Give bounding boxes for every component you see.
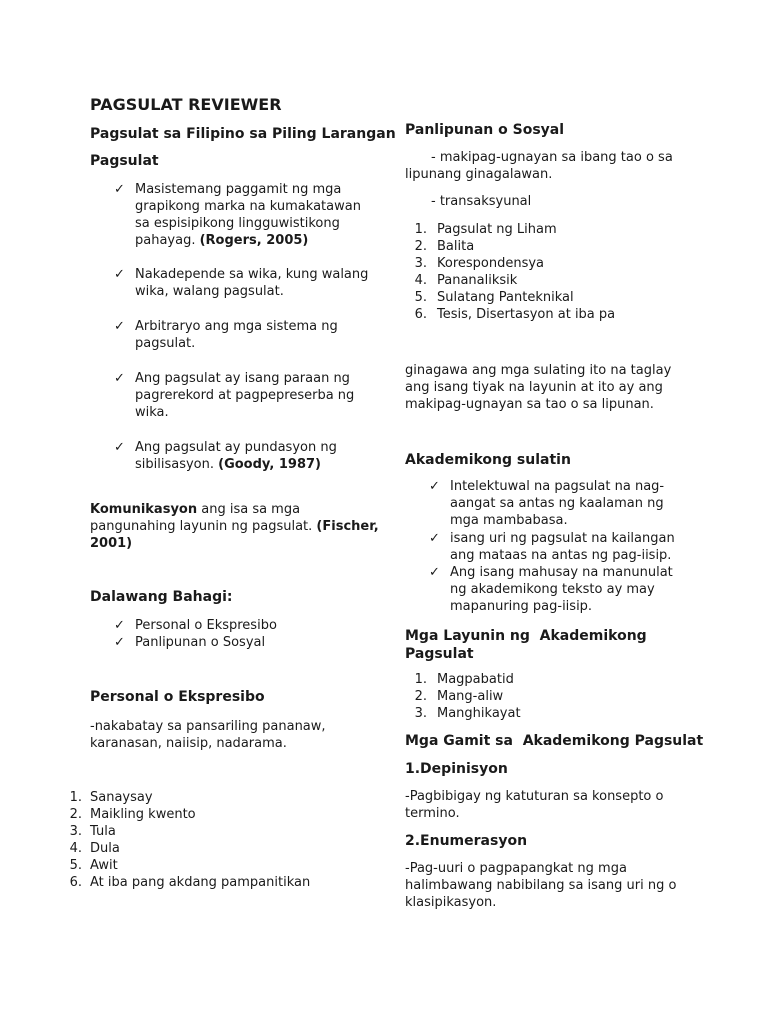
pagsulat-item-5: ✓ Ang pagsulat ay pundasyon ng sibilisasyon. (Goody, 1987) bbox=[114, 440, 337, 472]
depinisyon-heading: 1.Depinisyon bbox=[405, 761, 508, 777]
list-item: 6. At iba pang akdang pampanitikan bbox=[69, 875, 311, 890]
ginagawa-paragraph: ginagawa ang mga sulating ito na taglay ang isang tiyak na layunin at ito ay ang makipag-ugnayan sa tao o sa lipunan. bbox=[405, 363, 672, 412]
layunin-heading: Mga Layunin ng Akademikong Pagsulat bbox=[405, 628, 647, 662]
akademiko-item-3: ✓ Ang isang mahusay na manunulat ng akademikong teksto ay may mapanuring pag-iisip. bbox=[429, 565, 673, 614]
pagsulat-item-4: ✓ Ang pagsulat ay isang paraan ng pagrerekord at pagpepreserba ng wika. bbox=[114, 371, 355, 420]
pagsulat-heading: Pagsulat bbox=[90, 153, 159, 169]
citation: (Goody, 1987) bbox=[218, 457, 321, 472]
citation: (Rogers, 2005) bbox=[199, 233, 309, 248]
list-item: 1. Sanaysay bbox=[69, 790, 153, 805]
list-item: 6. Tesis, Disertasyon at iba pa bbox=[414, 307, 616, 322]
enumerasyon-heading: 2.Enumerasyon bbox=[405, 833, 528, 849]
check-icon: ✓ bbox=[114, 635, 125, 650]
check-icon: ✓ bbox=[114, 618, 125, 633]
list-item: 5. Sulatang Panteknikal bbox=[414, 290, 574, 305]
check-icon: ✓ bbox=[429, 531, 440, 546]
list-item: 1. Pagsulat ng Liham bbox=[414, 222, 557, 237]
pagsulat-item-1: ✓ Masistemang paggamit ng mga grapikong marka na kumakatawan sa espisipikong lingguwistikong pahayag. (Rogers, 2005) bbox=[114, 182, 361, 248]
personal-examples-list bbox=[66, 789, 346, 891]
list-item: 3. Manghikayat bbox=[414, 706, 521, 721]
check-icon: ✓ bbox=[429, 479, 440, 494]
document-subtitle: Pagsulat sa Filipino sa Piling Larangan bbox=[90, 126, 396, 142]
pagsulat-item-3: ✓ Arbitraryo ang mga sistema ng pagsulat. bbox=[114, 319, 338, 351]
check-icon: ✓ bbox=[429, 565, 440, 580]
komunikasyon-paragraph: Komunikasyon ang isa sa mga pangunahing layunin ng pagsulat. (Fischer, 2001) bbox=[90, 502, 379, 551]
list-item: 4. Dula bbox=[69, 841, 120, 856]
bahagi-item-1: ✓ Personal o Ekspresibo bbox=[114, 618, 277, 633]
list-item: 2. Mang-aliw bbox=[414, 689, 504, 704]
akademiko-heading: Akademikong sulatin bbox=[405, 452, 571, 468]
panlipunan-list bbox=[411, 221, 711, 323]
check-icon: ✓ bbox=[114, 267, 125, 282]
panlipunan-description: - makipag-ugnayan sa ibang tao o sa lipunang ginagalawan. bbox=[405, 150, 673, 182]
enumerasyon-description: -Pag-uuri o pagpapangkat ng mga halimbawang nabibilang sa isang uri ng o klasipikasyon. bbox=[405, 861, 677, 910]
check-icon: ✓ bbox=[114, 440, 125, 455]
list-item: 5. Awit bbox=[69, 858, 118, 873]
pagsulat-item-2: ✓ Nakadepende sa wika, kung walang wika, walang pagsulat. bbox=[114, 267, 369, 299]
akademiko-item-2: ✓ isang uri ng pagsulat na kailangan ang mataas na antas ng pag-iisip. bbox=[429, 531, 675, 563]
document-title: PAGSULAT REVIEWER bbox=[90, 95, 282, 114]
list-item: 2. Balita bbox=[414, 239, 475, 254]
dalawang-bahagi-heading: Dalawang Bahagi: bbox=[90, 589, 233, 605]
personal-description: -nakabatay sa pansariling pananaw, karanasan, naiisip, nadarama. bbox=[90, 719, 326, 751]
list-item: 4. Pananaliksik bbox=[414, 273, 518, 288]
bahagi-item-2: ✓ Panlipunan o Sosyal bbox=[114, 635, 266, 650]
check-icon: ✓ bbox=[114, 182, 125, 197]
gamit-heading: Mga Gamit sa Akademikong Pagsulat bbox=[405, 733, 704, 749]
transaksyunal-label: - transaksyunal bbox=[431, 194, 532, 209]
check-icon: ✓ bbox=[114, 319, 125, 334]
panlipunan-heading: Panlipunan o Sosyal bbox=[405, 122, 565, 138]
list-item: 3. Korespondensya bbox=[414, 256, 545, 271]
list-item: 3. Tula bbox=[69, 824, 116, 839]
list-item: 1. Magpabatid bbox=[414, 672, 514, 687]
list-item: 2. Maikling kwento bbox=[69, 807, 196, 822]
akademiko-item-1: ✓ Intelektuwal na pagsulat na nag- aangat sa antas ng kaalaman ng mga mambabasa. bbox=[429, 479, 665, 528]
depinisyon-description: -Pagbibigay ng katuturan sa konsepto o termino. bbox=[405, 789, 664, 821]
layunin-list bbox=[411, 671, 711, 722]
personal-heading: Personal o Ekspresibo bbox=[90, 689, 265, 705]
check-icon: ✓ bbox=[114, 371, 125, 386]
